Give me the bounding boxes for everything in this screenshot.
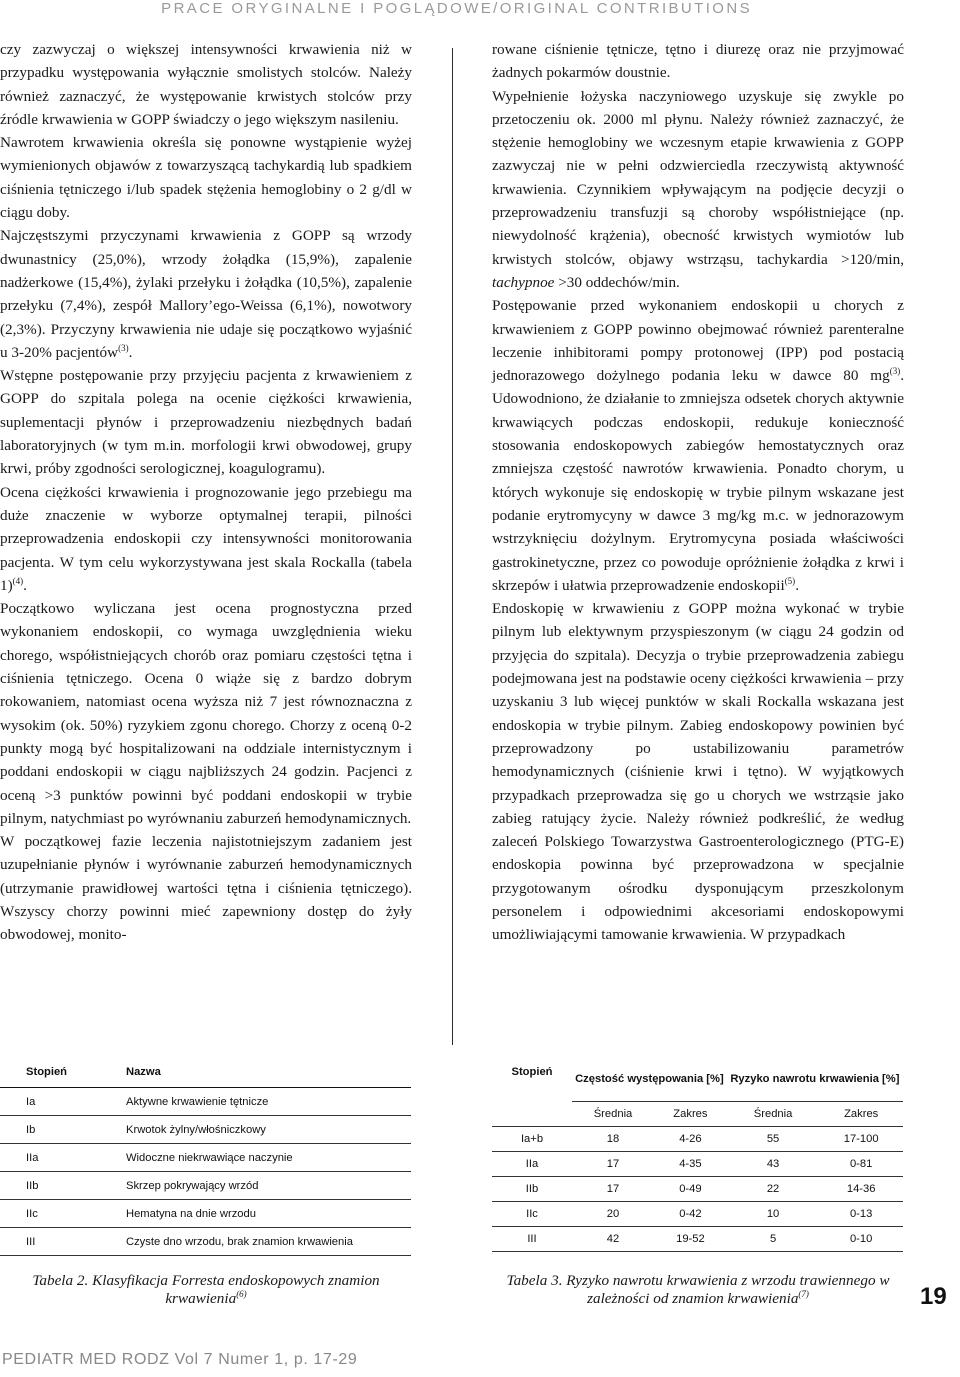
table-row	[492, 1177, 903, 1202]
table-cell: Ia+b	[492, 1127, 572, 1152]
table-cell: IIb	[0, 1172, 120, 1200]
rebleeding-risk-table	[492, 1057, 903, 1252]
table-header-row	[492, 1057, 903, 1102]
paragraph	[492, 85, 904, 295]
column-divider	[452, 48, 453, 1045]
table-row	[492, 1152, 903, 1177]
paragraph: W początkowej fazie leczenia najistotniejszym zadaniem jest uzupełnianie płynów i wyrównanie zaburzeń hemodynamicznych (utrzymanie prawidłowej wartości tętna i ciśnienia tętniczego). Wszyscy chorzy powinni mieć zapewniony dostęp do żyły obwodowej, monito-	[0, 833, 412, 944]
text-run: .	[128, 343, 133, 361]
page-number: 19	[920, 1283, 947, 1310]
table-header-cell: Stopień	[0, 1057, 120, 1088]
paragraph: Początkowo wyliczana jest ocena prognostyczna przed wykonaniem endoskopii, co wymaga uwzględnienia wieku chorego, współistniejących chorób oraz pomiaru częstości tętna i ciśnienia tętniczego. Ocena 0 wiąże się z bardzo dobrym rokowaniem, natomiast ocena wyższa niż 7 jest równoznaczna z wysokim (ok. 50%) ryzykiem zgonu chorego. Chorzy z oceną 0-2 punkty mogą być hospitalizowani na oddziale internistycznym i poddani endoskopii w ciągu najbliższych 24 godzin. Pacjenci z oceną >3 punktów powinni być poddani endoskopii w trybie pilnym, natychmiast po wyrównaniu zaburzeń hemodynamicznych.	[0, 600, 412, 827]
table-cell: Aktywne krwawienie tętnicze	[120, 1088, 411, 1116]
table-cell: 0-81	[819, 1152, 903, 1177]
table-row	[0, 1116, 411, 1144]
table-row	[0, 1144, 411, 1172]
table-header-group: Ryzyko nawrotu krwawienia [%]	[727, 1057, 903, 1102]
paragraph: Nawrotem krwawienia określa się ponowne wystąpienie wyżej wymienionych objawów z towarzyszącą tachykardią lub spadkiem ciśnienia tętniczego i/lub spadek stężenia hemoglobiny o 2 g/dl w ciągu doby.	[0, 134, 412, 222]
forrest-table	[0, 1057, 411, 1256]
paragraph: Wstępne postępowanie przy przyjęciu pacjenta z krwawieniem z GOPP do szpitala polega na ocenie ciężkości krwawienia, suplementacji płynów i przeprowadzeniu niezbędnych badań laboratoryjnych (w tym m.in. morfologii krwi obwodowej, grupy krwi, próby zgodności serologicznej, koagulogramu).	[0, 367, 412, 478]
text-run: Wypełnienie łożyska naczyniowego uzyskuje się zwykle po przetoczeniu ok. 2000 ml płynu. Należy również zaznaczyć, że stężenie hemoglobiny we wczesnym etapie krwawienia z GOPP zazwyczaj nie w pełni odzwierciedla rzeczywistą aktywność krwawienia. Czynnikiem wpływającym na podjęcie decyzji o przeprowadzeniu transfuzji są choroby współistniejące (np. niewydolność krążenia), obecność krwistych wymiotów lub krwistych stolców, objawy wstrząsu, tachykardia >120/min,	[492, 87, 904, 268]
table-cell: 42	[572, 1227, 654, 1252]
table-cell: 55	[727, 1127, 820, 1152]
table-cell: IIc	[492, 1202, 572, 1227]
paragraph	[0, 481, 412, 597]
text-run: >30 oddechów/min.	[554, 273, 680, 291]
table3-caption	[492, 1272, 904, 1308]
table-cell: IIb	[492, 1177, 572, 1202]
table-subheader-cell: Średnia	[727, 1102, 820, 1127]
table-cell: Widoczne niekrwawiące naczynie	[120, 1144, 411, 1172]
table-cell: IIc	[0, 1200, 120, 1228]
table-cell: III	[492, 1227, 572, 1252]
table-cell: 17-100	[819, 1127, 903, 1152]
caption-text: Tabela 2. Klasyfikacja Forresta endoskopowych znamion krwawienia	[32, 1272, 380, 1307]
table-cell: 19-52	[654, 1227, 727, 1252]
reference: (4)	[12, 575, 24, 586]
table-cell: Skrzep pokrywający wrzód	[120, 1172, 411, 1200]
text-run: .	[23, 576, 27, 594]
table-cell: IIa	[492, 1152, 572, 1177]
reference: (3)	[118, 342, 129, 353]
table-cell: 43	[727, 1152, 820, 1177]
table-subheader-cell: Średnia	[572, 1102, 654, 1127]
table-header-row	[0, 1057, 411, 1088]
journal-footer: PEDIATR MED RODZ Vol 7 Numer 1, p. 17-29	[2, 1351, 358, 1368]
table-body	[0, 1088, 411, 1256]
reference: (7)	[798, 1288, 809, 1299]
paragraph	[492, 294, 904, 597]
table-header-cell: Stopień	[492, 1057, 572, 1127]
table-cell: Hematyna na dnie wrzodu	[120, 1200, 411, 1228]
italic-term: tachypnoe	[492, 273, 555, 291]
table-subheader-cell: Zakres	[819, 1102, 903, 1127]
table-cell: 0-49	[654, 1177, 727, 1202]
table-cell: 17	[572, 1152, 654, 1177]
table-row	[0, 1088, 411, 1116]
text-run: Ocena ciężkości krwawienia i prognozowanie jego przebiegu ma duże znaczenie w wyborze optymalnej terapii, pilności przeprowadzenia endoskopii czy intensywności monitorowania pacjenta. W tym celu wykorzystywana jest skala Rockalla (tabela 1)	[0, 483, 412, 594]
table-cell: 4-26	[654, 1127, 727, 1152]
running-header	[0, 0, 960, 22]
text-run: Najczęstszymi przyczynami krwawienia z GOPP są wrzody dwunastnicy (25,0%), wrzody żołądka (15,9%), zapalenie nadżerkowe (15,4%), żylaki przełyku i żołądka (10,5%), zapalenie przełyku (7,4%), zespół Mallory’ego-Weissa (6,1%), nowotwory (2,3%). Przyczyny krwawienia nie udaje się początkowo wyjaśnić u 3-20% pacjentów	[0, 227, 412, 361]
table-cell: Ib	[0, 1116, 120, 1144]
table-body	[492, 1127, 903, 1252]
table-cell: 0-13	[819, 1202, 903, 1227]
running-title: PRACE ORYGINALNE I POGLĄDOWE/ORIGINAL CONTRIBUTIONS	[161, 0, 752, 17]
table-row	[0, 1228, 411, 1256]
text-run: . Udowodniono, że działanie to zmniejsza odsetek chorych aktywnie krwawiących podczas endoskopii, redukuje konieczność stosowania endoskopowych zabiegów hemostatycznych oraz zmniejsza częstość nawrotów krwawienia. Ponadto chorym, u których wykonuje się endoskopię w trybie pilnym wskazane jest podanie erytromycyny w dawce 3 mg/kg m.c. w jednorazowym wstrzyknięciu dożylnym. Erytromycyna posiada właściwości gastrokinetyczne, przez co powoduje opróżnienie żołądka z krwi i skrzepów i ułatwia przeprowadzenie endoskopii	[492, 367, 904, 594]
table-cell: Ia	[0, 1088, 120, 1116]
left-column	[0, 38, 412, 947]
paragraph: Endoskopię w krwawieniu z GOPP można wykonać w trybie pilnym lub elektywnym przyspieszonym (w ciągu 24 godzin od przyjęcia do szpitala). Decyzja o trybie przeprowadzenia zabiegu podejmowana jest na podstawie oceny ciężkości krwawienia – przy uzyskaniu 3 lub więcej punktów w skali Rockalla wskazana jest endoskopia w trybie pilnym. Zabieg endoskopowy powinien być przeprowadzony po ustabilizowaniu parametrów hemodynamicznych (ciśnienie krwi i tętno). W wyjątkowych przypadkach przeprowadza się go u chorych we wstrząsie jako zabieg ratujący życie. Należy również podkreślić, że według zaleceń Polskiego Towarzystwa Gastroenterologicznego (PTG-E) endoskopia powinna być przeprowadzona w specjalnie przygotowanym ośrodku dysponującym przeszkolonym personelem i odpowiednimi akcesoriami endoskopowymi umożliwiającymi tamowanie krwawienia. W przypadkach	[492, 600, 904, 944]
table-cell: Czyste dno wrzodu, brak znamion krwawienia	[120, 1228, 411, 1256]
table-cell: 14-36	[819, 1177, 903, 1202]
table-row	[492, 1127, 903, 1152]
paragraph: czy zazwyczaj o większej intensywności krwawienia niż w przypadku występowania wyłącznie smolistych stolców. Należy również zaznaczyć, że występowanie krwistych stolców przy źródle krwawienia w GOPP świadczy o jego większym nasileniu.	[0, 41, 412, 128]
table-cell: IIa	[0, 1144, 120, 1172]
paragraph: rowane ciśnienie tętnicze, tętno i diurezę oraz nie przyjmować żadnych pokarmów doustnie.	[492, 41, 904, 82]
table-row	[0, 1172, 411, 1200]
table-cell: 17	[572, 1177, 654, 1202]
table-cell: 0-42	[654, 1202, 727, 1227]
table-row	[0, 1200, 411, 1228]
table-header-group: Częstość występowania [%]	[572, 1057, 727, 1102]
paragraph	[0, 224, 412, 364]
table-cell: 22	[727, 1177, 820, 1202]
table2-caption	[0, 1272, 412, 1308]
table-subheader-cell: Zakres	[654, 1102, 727, 1127]
reference: (3)	[889, 366, 901, 377]
table-row	[492, 1202, 903, 1227]
table-cell: 10	[727, 1202, 820, 1227]
right-column	[492, 38, 904, 947]
table-cell: 18	[572, 1127, 654, 1152]
table-cell: III	[0, 1228, 120, 1256]
table-header-cell: Nazwa	[120, 1057, 411, 1088]
reference: (6)	[236, 1288, 247, 1299]
table-cell: 20	[572, 1202, 654, 1227]
table-cell: 5	[727, 1227, 820, 1252]
table-row	[492, 1227, 903, 1252]
text-run: .	[795, 576, 799, 594]
table-cell: 0-10	[819, 1227, 903, 1252]
table-cell: Krwotok żylny/włośniczkowy	[120, 1116, 411, 1144]
text-run: Postępowanie przed wykonaniem endoskopii u chorych z krwawieniem z GOPP powinno obejmować również parenteralne leczenie inhibitorami pompy protonowej (IPP) pod postacią jednorazowego dożylnego podania leku w dawce 80 mg	[492, 297, 904, 385]
reference: (5)	[784, 575, 796, 586]
caption-text: Tabela 3. Ryzyko nawrotu krwawienia z wrzodu trawiennego w zależności od znamion krwawienia	[506, 1272, 890, 1307]
table-cell: 4-35	[654, 1152, 727, 1177]
